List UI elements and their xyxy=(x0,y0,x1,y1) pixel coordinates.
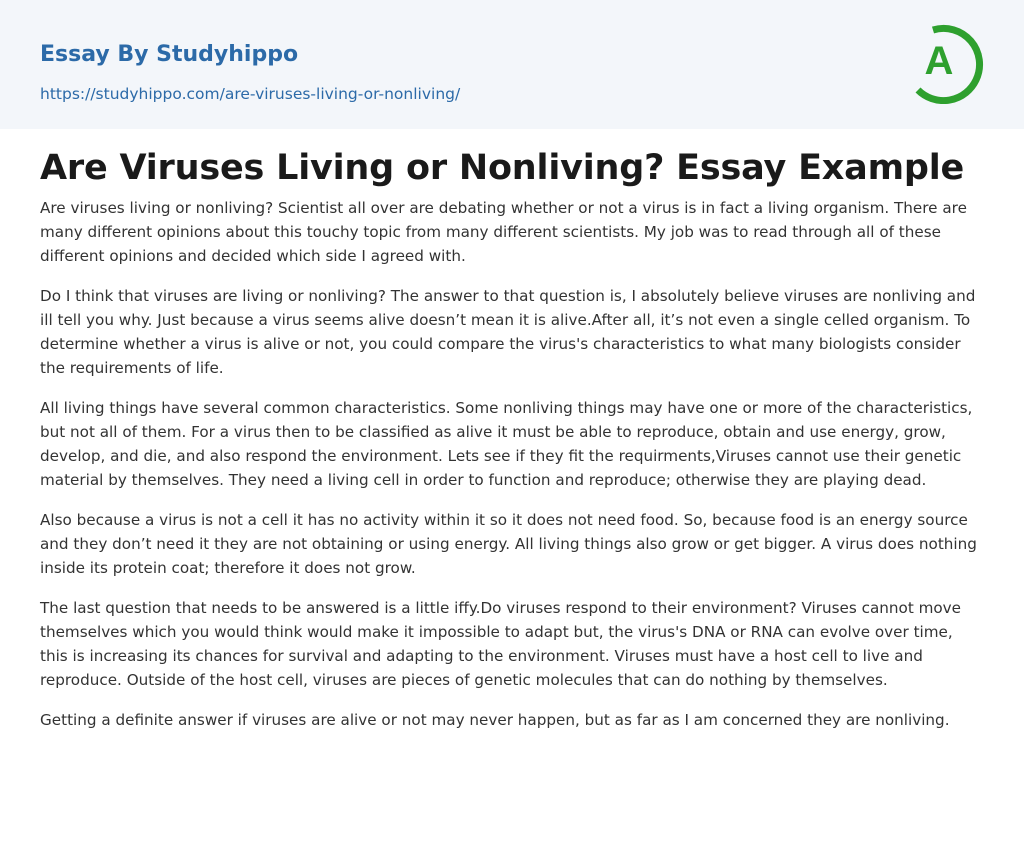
paragraph: The last question that needs to be answered is a little iffy.Do viruses respond to their environment? Viruses cannot move themselves which you would think would make it impossible to adapt but, the virus's DNA or RNA can evolve over time, this is increasing its chances for survival and adapting to the environment. Viruses must have a host cell to live and reproduce. Outside of the host cell, viruses are pieces of genetic molecules that can do nothing by themselves. xyxy=(40,599,962,689)
paragraph: All living things have several common characteristics. Some nonliving things may have one or more of the characteristics, but not all of them. For a virus then to be classified as alive it must be able to reproduce, obtain and use energy, grow, develop, and die, and also respond the environment. Lets see if they fit the requirments,Viruses cannot use their genetic material by themselves. They need a living cell in order to function and reproduce; otherwise they are playing dead. xyxy=(40,399,973,489)
paragraph: Getting a definite answer if viruses are alive or not may never happen, but as far as I am concerned they are nonliving. xyxy=(40,711,950,729)
paragraph: Are viruses living or nonliving? Scientist all over are debating whether or not a virus is in fact a living organism. There are many different opinions about this touchy topic from many different scientists. My job was to read through all of these different opinions and decided which side I agreed with. xyxy=(40,199,967,265)
page-title: Are Viruses Living or Nonliving? Essay Example xyxy=(40,148,965,188)
site-header xyxy=(0,0,1024,129)
article xyxy=(40,140,984,748)
paragraph: Do I think that viruses are living or nonliving? The answer to that question is, I absolutely believe viruses are nonliving and ill tell you why. Just because a virus seems alive doesn’t mean it is alive.After all, it’s not even a single celled organism. To determine whether a virus is alive or not, you could compare the virus's characteristics to what many biologists consider the requirements of life. xyxy=(40,287,976,377)
brand-title[interactable]: Essay By Studyhippo xyxy=(40,42,299,67)
paragraph: Also because a virus is not a cell it has no activity within it so it does not need food. So, because food is an energy source and they don’t need it they are not obtaining or using energy. All living things also grow or get bigger. A virus does nothing inside its protein coat; therefore it does not grow. xyxy=(40,511,977,577)
source-url-link[interactable]: https://studyhippo.com/are-viruses-living-or-nonliving/ xyxy=(40,85,461,103)
logo-letter: A xyxy=(924,39,954,83)
studyhippo-logo-icon[interactable] xyxy=(912,20,986,104)
